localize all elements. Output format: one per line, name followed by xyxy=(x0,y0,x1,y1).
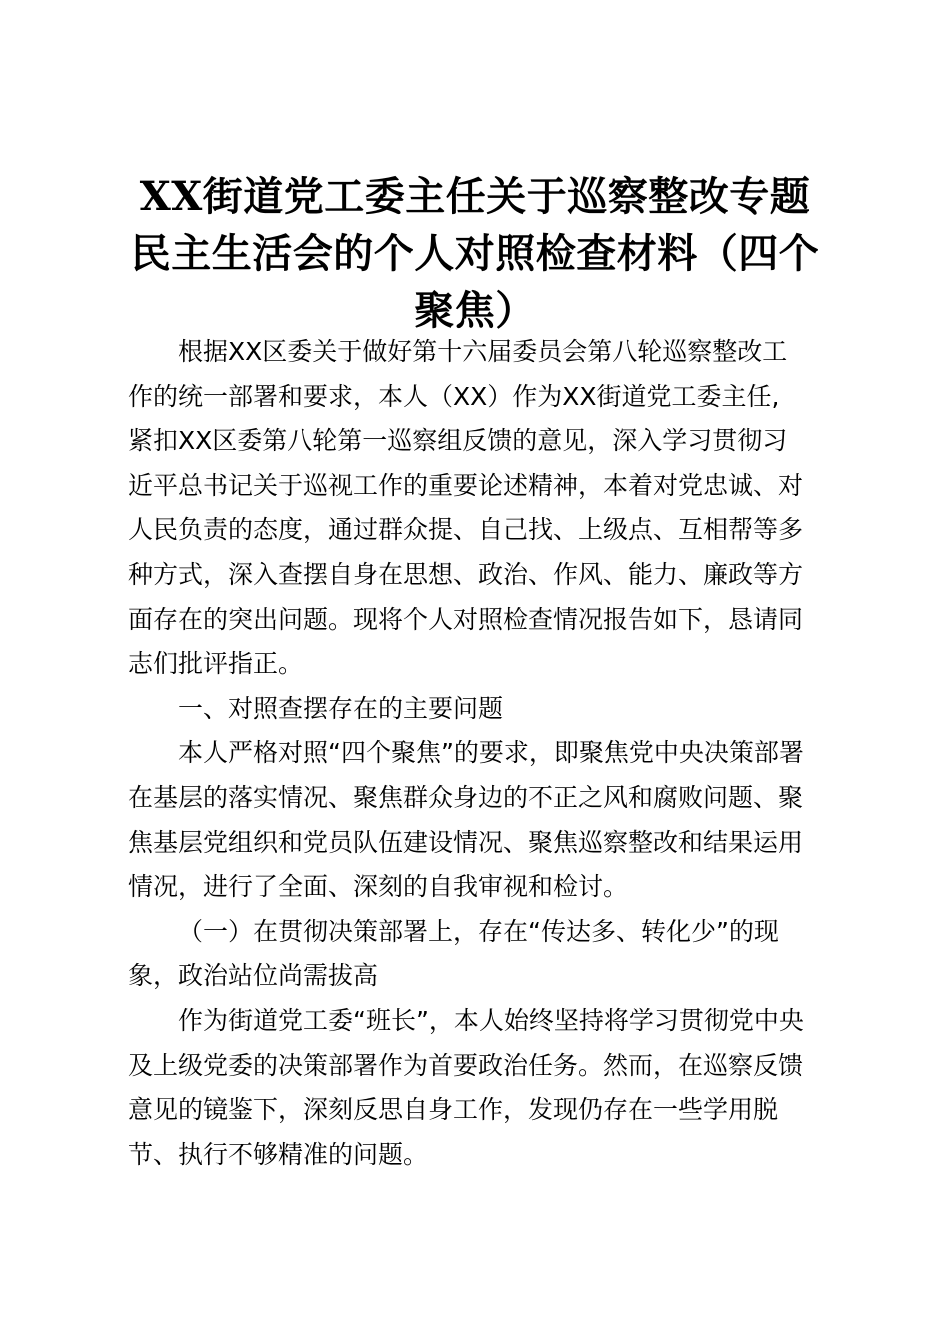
body-line: 近平总书记关于巡视工作的重要论述精神，本着对党忠诚、对 xyxy=(128,470,804,500)
body-line: 紧扣XX区委第八轮第一巡察组反馈的意见，深入学习贯彻习 xyxy=(128,426,788,456)
subsection-heading: 象，政治站位尚需拔高 xyxy=(128,961,379,991)
body-line: 人民负责的态度，通过群众提、自己找、上级点、互相帮等多 xyxy=(128,515,804,545)
body-line: 焦基层党组织和党员队伍建设情况、聚焦巡察整改和结果运用 xyxy=(128,827,804,857)
body-line: 情况，进行了全面、深刻的自我审视和检讨。 xyxy=(128,872,629,902)
subsection-heading: （一）在贯彻决策部署上，存在“传达多、转化少”的现 xyxy=(178,916,779,946)
section-heading: 一、对照查摆存在的主要问题 xyxy=(178,693,504,723)
body-line: 在基层的落实情况、聚焦群众身边的不正之风和腐败问题、聚 xyxy=(128,782,804,812)
body-line: 本人严格对照“四个聚焦”的要求，即聚焦党中央决策部署 xyxy=(178,738,804,768)
body-line: 种方式，深入查摆自身在思想、政治、作风、能力、廉政等方 xyxy=(128,559,804,589)
body-line: 面存在的突出问题。现将个人对照检查情况报告如下，恳请同 xyxy=(128,604,804,634)
body-line: 作为街道党工委“班长”，本人始终坚持将学习贯彻党中央 xyxy=(178,1005,804,1035)
document-title xyxy=(110,168,840,339)
body-line: 意见的镜鉴下，深刻反思自身工作，发现仍存在一些学用脱 xyxy=(128,1095,779,1125)
title-line: 民主生活会的个人对照检查材料（四个 xyxy=(130,230,820,277)
body-line: 根据XX区委关于做好第十六届委员会第八轮巡察整改工 xyxy=(178,337,788,366)
document-body xyxy=(128,330,828,1177)
body-line: 及上级党委的决策部署作为首要政治任务。然而，在巡察反馈 xyxy=(128,1050,804,1080)
body-line: 作的统一部署和要求，本人（XX）作为XX街道党工委主任, xyxy=(128,381,780,411)
body-line: 志们批评指正。 xyxy=(128,649,304,679)
title-line: 聚焦） xyxy=(414,287,536,334)
title-line: XX街道党工委主任关于巡察整改专题 xyxy=(139,173,811,220)
body-line: 节、执行不够精准的问题。 xyxy=(128,1139,429,1169)
